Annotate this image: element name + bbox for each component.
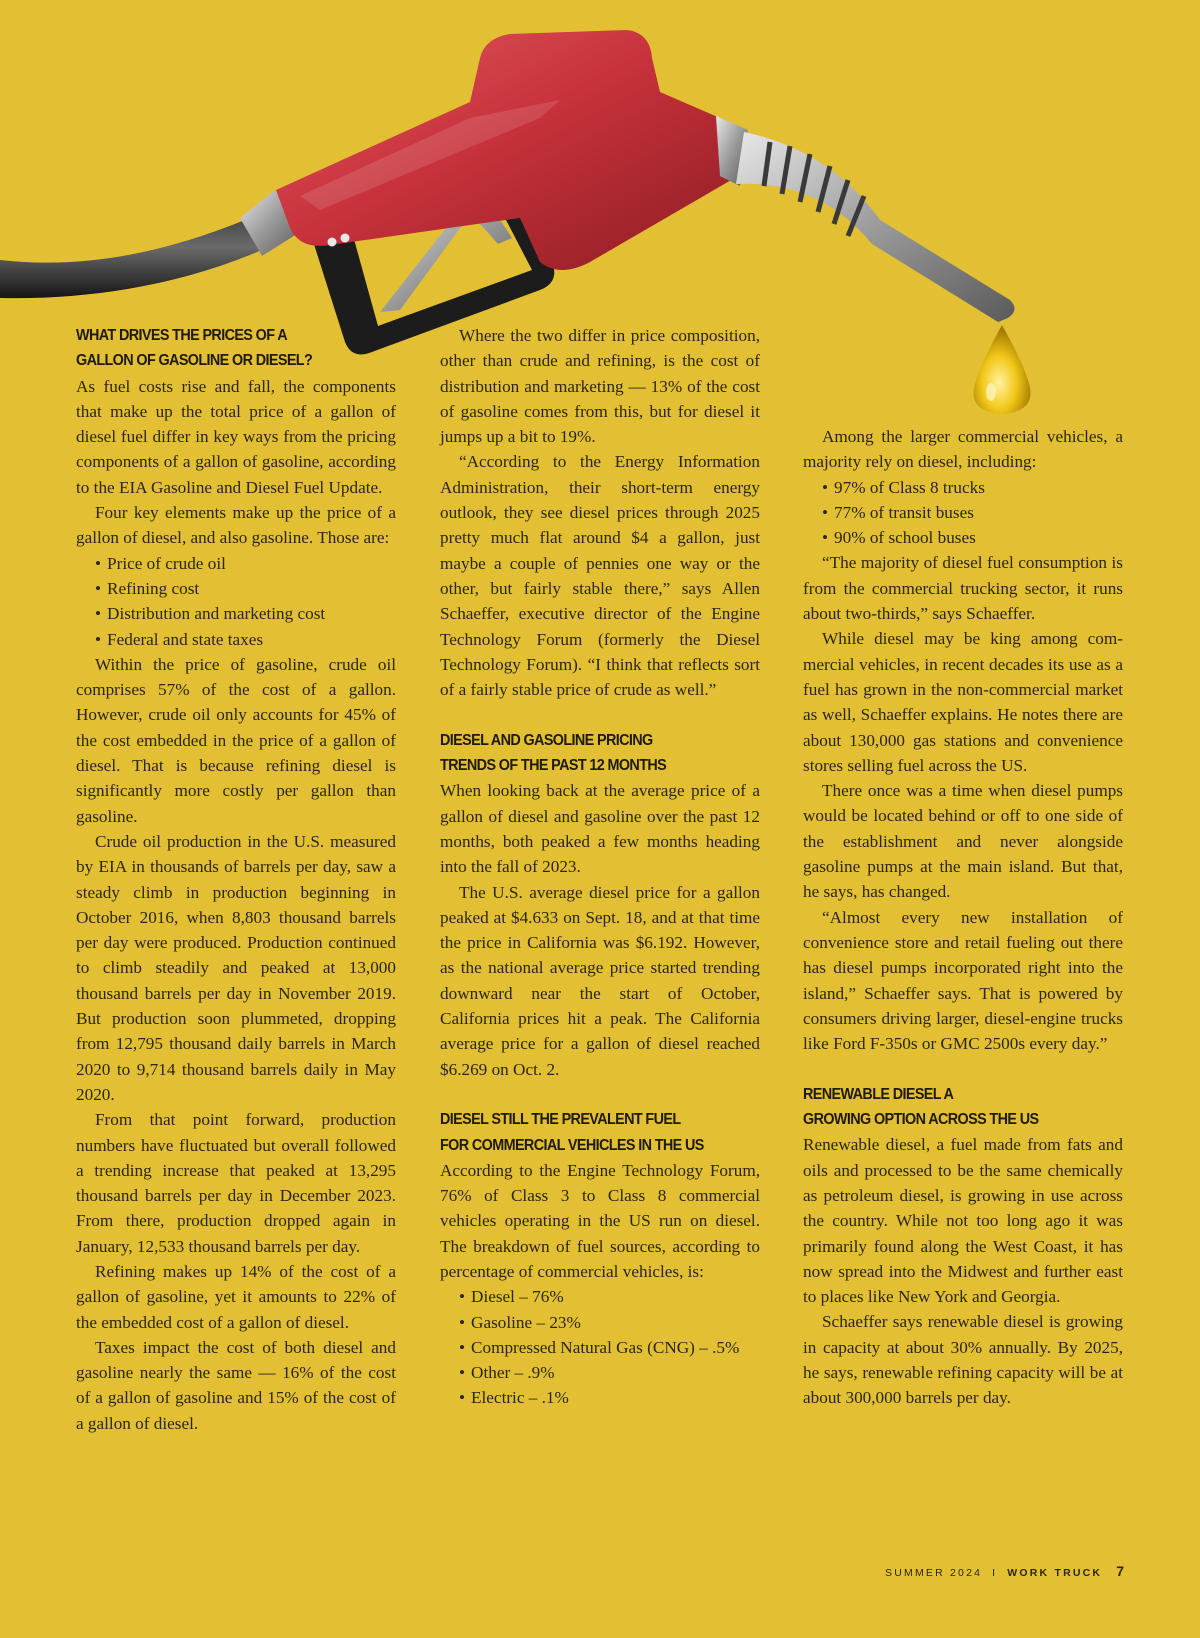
- paragraph: The U.S. average diesel price for a gallon peaked at $4.633 on Sept. 18, and at that time the price in California was $6.192. However, as the national average price started trending downward near the start of October, California prices hit a peak. The California average price for a gallon of diesel reached $6.269 on Oct. 2.: [440, 882, 760, 1079]
- paragraph: There once was a time when diesel pumps would be located behind or off to one side of the establishment and never alongside gasoline pumps at the main island. But that, he says, has changed.: [803, 781, 1123, 902]
- paragraph: Schaeffer says renewable diesel is growing in capacity at about 30% annually. By 2025, he says, renewable refining capacity will be at about 300,000 barrels per day.: [803, 1312, 1123, 1408]
- list-item: • Gasoline – 23%: [459, 1310, 760, 1335]
- list-item: • 77% of transit buses: [822, 500, 1123, 525]
- list-item: • Diesel – 76%: [459, 1284, 760, 1309]
- vehicle-diesel-list: [803, 475, 1123, 551]
- article-column-3: [803, 424, 1123, 1411]
- paragraph: Within the price of gasoline, crude oil comprises 57% of the cost of a gallon. However, crude oil only accounts for 45% of the cost embedded in the price of a gallon of diesel. That is because refining diesel is significantly more costly per gallon than gasoline.: [76, 654, 396, 826]
- article-column-1: [76, 323, 396, 1436]
- page-footer: [885, 1563, 1124, 1579]
- list-item: • Compressed Natural Gas (CNG) – .5%: [459, 1335, 760, 1360]
- paragraph: Crude oil production in the U.S. measured by EIA in thousands of barrels per day, saw a steady climb in production beginning in October 2016, when 8,803 thousand barrels per day were produced. Production continued to climb steadily and peaked at 13,000 thousand barrels per day in November 2019. But production soon plummeted, dropping from 12,795 thousand daily barrels in March 2020 to 9,714 thousand barrels daily in May 2020.: [76, 831, 396, 1104]
- list-item: • Distribution and marketing cost: [95, 601, 396, 626]
- list-item: • 90% of school buses: [822, 525, 1123, 550]
- paragraph: “Almost every new installation of convenience store and retail fueling out there has diesel pumps incorporated right into the island,” Schaeffer says. That is powered by consumers driving larger, diesel-engine trucks like Ford F-350s or GMC 2500s every day.”: [803, 907, 1123, 1054]
- section-heading: WHAT DRIVES THE PRICES OF A GALLON OF GASOLINE OR DIESEL?: [76, 327, 313, 370]
- section-heading: DIESEL STILL THE PREVALENT FUEL FOR COMMERCIAL VEHICLES IN THE US: [440, 1111, 704, 1154]
- section-heading: DIESEL AND GASOLINE PRICING TRENDS OF THE PAST 12 MONTHS: [440, 731, 667, 775]
- paragraph: Four key elements make up the price of a gallon of diesel, and also gasoline. Those are:: [76, 503, 396, 548]
- paragraph: While diesel may be king among commercial vehicles, in recent decades its use as a fuel has grown in the non-commercial market as well, Schaeffer explains. He notes there are about 130,000 gas stations and convenience stores selling fuel across the US.: [803, 629, 1123, 775]
- footer-separator: I: [992, 1567, 998, 1579]
- magazine-name: WORK TRUCK: [1007, 1567, 1103, 1579]
- paragraph: “According to the Energy Information Administration, their short-term energy outlook, they see diesel prices through 2025 pretty much flat around $4 a gallon, just maybe a couple of pennies one way or the other, but fairly stable there,” says Allen Schaeffer, executive director of the Engine Technology Forum (formerly the Diesel Technology Forum). “I think that reflects sort of a fairly stable price of crude as well.”: [440, 452, 760, 700]
- paragraph: As fuel costs rise and fall, the components that make up the total price of a gallon of diesel fuel differ in key ways from the pricing components of a gallon of gasoline, according to the EIA Gasoline and Diesel Fuel Update.: [76, 376, 396, 497]
- page-number: 7: [1116, 1563, 1124, 1579]
- paragraph: When looking back at the average price of a gallon of diesel and gasoline over the past 12 months, both peaked a few months heading into the fall of 2023.: [440, 781, 760, 877]
- list-item: • Refining cost: [95, 576, 396, 601]
- paragraph: From that point forward, production numbers have fluctuated but overall followed a trending increase that peaked at 13,295 thousand barrels per day in December 2023. From there, production dropped again in January, 12,533 thousand barrels per day.: [76, 1110, 396, 1256]
- fuel-breakdown-list: [440, 1284, 760, 1410]
- fuel-hose: [0, 220, 262, 298]
- paragraph: Renewable diesel, a fuel made from fats and oils and processed to be the same chemically as petroleum diesel, is growing in use across the country. While not too long ago it was primarily found along the West Coast, it has now spread into the Midwest and further east to places like New York and Georgia.: [803, 1135, 1123, 1307]
- price-elements-list: [76, 551, 396, 652]
- paragraph: Taxes impact the cost of both diesel and gasoline nearly the same — 16% of the cost of a gallon of gasoline and 15% of the cost of a gallon of diesel.: [76, 1337, 396, 1433]
- paragraph: According to the Engine Technology Forum, 76% of Class 3 to Class 8 commercial vehicles operating in the US run on diesel. The breakdown of fuel sources, according to percentage of commercial vehicles, is:: [440, 1160, 760, 1281]
- paragraph: “The majority of diesel fuel consumption is from the commercial trucking sector, it runs about two-thirds,” says Schaeffer.: [803, 553, 1123, 624]
- paragraph: Where the two differ in price composition, other than crude and refining, is the cost of distribution and marketing — 13% of the cost of gasoline comes from this, but for diesel it jumps up a bit to 19%.: [440, 326, 760, 447]
- paragraph: Refining makes up 14% of the cost of a gallon of gasoline, yet it amounts to 22% of the embedded cost of a gallon of diesel.: [76, 1261, 396, 1332]
- fuel-drop: [974, 325, 1031, 414]
- issue-label: SUMMER 2024: [885, 1567, 983, 1579]
- list-item: • Federal and state taxes: [95, 627, 396, 652]
- list-item: • Price of crude oil: [95, 551, 396, 576]
- list-item: • Electric – .1%: [459, 1385, 760, 1410]
- article-column-2: [440, 323, 760, 1411]
- paragraph: Among the larger commercial vehicles, a majority rely on diesel, including:: [803, 427, 1123, 472]
- section-heading: RENEWABLE DIESEL A GROWING OPTION ACROSS THE US: [803, 1085, 1039, 1129]
- list-item: • 97% of Class 8 trucks: [822, 475, 1123, 500]
- list-item: • Other – .9%: [459, 1360, 760, 1385]
- nozzle-spout: [736, 132, 1015, 322]
